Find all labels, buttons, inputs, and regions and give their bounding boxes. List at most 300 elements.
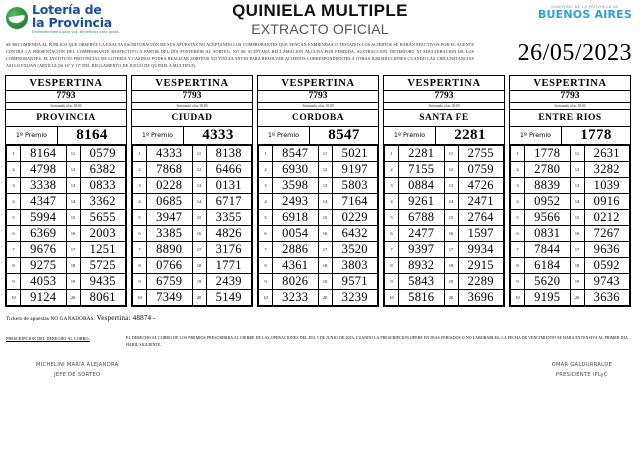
row-index: 5 <box>511 209 525 225</box>
table-row <box>385 225 504 241</box>
signature-role: PRESIDENTE IPLyC <box>555 371 608 378</box>
result-value: 2003 <box>80 225 126 241</box>
board-draw-number: 7793 <box>510 91 630 103</box>
row-index: 4 <box>7 193 21 209</box>
row-index: 7 <box>259 241 273 257</box>
row-index: 13 <box>66 177 80 193</box>
page-title: QUINIELA MULTIPLE <box>232 1 408 20</box>
table-row <box>385 289 504 305</box>
result-value: 1771 <box>206 257 252 273</box>
result-value: 3385 <box>147 225 193 241</box>
result-value: 4347 <box>21 193 67 209</box>
result-value: 3598 <box>273 177 319 193</box>
result-value: 5816 <box>399 289 445 305</box>
row-index: 6 <box>133 225 147 241</box>
table-row <box>511 225 630 241</box>
row-index: 7 <box>385 241 399 257</box>
row-index: 12 <box>570 161 584 177</box>
table-row <box>385 257 504 273</box>
board-first-prize-row <box>258 127 378 145</box>
result-value: 5994 <box>21 209 67 225</box>
row-index: 16 <box>570 225 584 241</box>
logo-text <box>32 4 120 34</box>
result-value: 9566 <box>525 209 571 225</box>
row-index: 2 <box>7 161 21 177</box>
row-index: 11 <box>318 145 332 161</box>
first-prize-value: 4333 <box>202 126 234 143</box>
result-value: 0592 <box>584 257 630 273</box>
result-value: 2477 <box>399 225 445 241</box>
row-index: 18 <box>570 257 584 273</box>
logo-tagline: Entretenimiento para vos. Beneficios para todos. <box>32 30 120 34</box>
row-index: 6 <box>259 225 273 241</box>
row-index: 4 <box>259 193 273 209</box>
result-value: 6184 <box>525 257 571 273</box>
result-value: 6788 <box>399 209 445 225</box>
row-index: 17 <box>192 241 206 257</box>
table-row <box>385 241 504 257</box>
board-first-prize-row <box>132 127 252 145</box>
result-value: 8164 <box>21 145 67 161</box>
row-index: 5 <box>133 209 147 225</box>
result-value: 3176 <box>206 241 252 257</box>
losing-tickets-label: Tickets de apuestas NO GANADORAS: <box>6 315 96 322</box>
lottery-logo <box>6 4 120 34</box>
result-value: 8138 <box>206 145 252 161</box>
result-value: 4726 <box>458 177 504 193</box>
signature-jefe-de-sorteo <box>36 361 118 381</box>
row-index: 19 <box>192 273 206 289</box>
result-value: 8061 <box>80 289 126 305</box>
table-row <box>259 193 378 209</box>
row-index: 15 <box>570 209 584 225</box>
result-value: 2755 <box>458 145 504 161</box>
result-value: 8890 <box>147 241 193 257</box>
row-index: 3 <box>511 177 525 193</box>
board-province-name: SANTA FE <box>384 110 504 127</box>
row-index: 3 <box>385 177 399 193</box>
table-row <box>7 273 126 289</box>
result-value: 0884 <box>399 177 445 193</box>
board-lottery-name: VESPERTINA <box>510 76 630 91</box>
row-index: 9 <box>7 273 21 289</box>
result-value: 7349 <box>147 289 193 305</box>
board-provincia <box>5 75 127 307</box>
row-index: 14 <box>444 193 458 209</box>
row-index: 20 <box>444 289 458 305</box>
result-value: 6369 <box>21 225 67 241</box>
signature-name: OMAR GALDURRALDE <box>551 361 612 368</box>
board-first-prize-row <box>6 127 126 145</box>
row-index: 12 <box>318 161 332 177</box>
result-value: 5620 <box>525 273 571 289</box>
row-index: 8 <box>511 257 525 273</box>
row-index: 18 <box>318 257 332 273</box>
row-index: 1 <box>7 145 21 161</box>
result-value: 0831 <box>525 225 571 241</box>
row-index: 17 <box>66 241 80 257</box>
result-value: 0229 <box>332 209 378 225</box>
row-index: 14 <box>570 193 584 209</box>
table-row <box>133 225 252 241</box>
row-index: 5 <box>385 209 399 225</box>
results-table <box>6 145 126 306</box>
result-value: 5021 <box>332 145 378 161</box>
table-row <box>259 161 378 177</box>
result-value: 9124 <box>21 289 67 305</box>
table-row <box>385 177 504 193</box>
row-index: 4 <box>511 193 525 209</box>
first-prize-value: 8547 <box>328 126 360 143</box>
row-index: 10 <box>7 289 21 305</box>
result-value: 2493 <box>273 193 319 209</box>
government-logo <box>538 5 632 21</box>
result-value: 9676 <box>21 241 67 257</box>
row-index: 10 <box>385 289 399 305</box>
result-value: 2780 <box>525 161 571 177</box>
results-table <box>384 145 504 306</box>
row-index: 17 <box>444 241 458 257</box>
row-index: 12 <box>192 161 206 177</box>
row-index: 8 <box>385 257 399 273</box>
first-prize-label: 1º Premio <box>258 127 310 144</box>
board-lottery-name: VESPERTINA <box>258 76 378 91</box>
prescription-label: PRESCRIPCION DEL DERECHO AL COBRO: <box>6 335 90 341</box>
row-index: 9 <box>511 273 525 289</box>
row-index: 15 <box>318 209 332 225</box>
results-table <box>132 145 252 306</box>
losing-tickets-value: Vespertina: 48874 - <box>96 313 156 322</box>
result-value: 1597 <box>458 225 504 241</box>
result-value: 0916 <box>584 193 630 209</box>
table-row <box>133 177 252 193</box>
results-table <box>258 145 378 306</box>
row-index: 18 <box>66 257 80 273</box>
logo-line-2: la Provincia <box>32 14 113 30</box>
row-index: 16 <box>192 225 206 241</box>
result-value: 5149 <box>206 289 252 305</box>
board-draw-time: Sorteando a las 18:00 <box>6 103 126 110</box>
first-prize-label: 1º Premio <box>510 127 562 144</box>
row-index: 15 <box>66 209 80 225</box>
row-index: 16 <box>318 225 332 241</box>
result-value: 0685 <box>147 193 193 209</box>
result-value: 9195 <box>525 289 571 305</box>
board-lottery-name: VESPERTINA <box>384 76 504 91</box>
legal-notice: SE RECOMIENDA AL PÚBLICO QUE OBSERVE LA EXACTA ESCRITURACIÓN DE SUS APUESTAS NO ACEPTANDO LOS COMPROBANTES QUE TENGAN ENMIENDAS O TESTADOS LOS ACIERTOS SE HARÁN EFECTIVOS POR EL AGENTE CONTRA LA PRESENTACIÓN DEL COMPROBANTE RESPECTIVO A PARTIR DEL DÍA POSTERIOR AL SORTEO, NO SE ACEPTARA RECLAMACION ALGUNA POR PERDIDA, SUSTRACCION, DETERIORO NI ADULTERACION DE LOS COMPROBANTES, EL INSTITUTO PROVINCIAL DE LOTERIA Y CASINOS PODRA REALIZAR SORTEOS NO VINCULANTES PARA RESOLVER ACIERTOS CORRESPONDIENTES A OTRAS JURISDICCIONES CUANDO LAS CIRCUNSTANCIAS ASI LO EXIJAN (ARTICULOS 16º Y 17º DEL REGLAMENTO DE JUEGO DE QUINIELA MULTIPLE). <box>6 42 474 69</box>
result-value: 6759 <box>147 273 193 289</box>
row-index: 2 <box>511 161 525 177</box>
table-row <box>511 257 630 273</box>
row-index: 10 <box>511 289 525 305</box>
prescription-block <box>6 335 634 349</box>
result-value: 3338 <box>21 177 67 193</box>
row-index: 12 <box>444 161 458 177</box>
row-index: 5 <box>7 209 21 225</box>
first-prize-label: 1º Premio <box>6 127 58 144</box>
table-row <box>133 209 252 225</box>
row-index: 1 <box>259 145 273 161</box>
row-index: 16 <box>66 225 80 241</box>
row-index: 19 <box>66 273 80 289</box>
row-index: 11 <box>444 145 458 161</box>
row-index: 3 <box>259 177 273 193</box>
result-value: 0759 <box>458 161 504 177</box>
result-value: 9435 <box>80 273 126 289</box>
board-draw-time: Sorteando a las 18:00 <box>132 103 252 110</box>
result-value: 4826 <box>206 225 252 241</box>
table-row <box>7 161 126 177</box>
table-row <box>133 289 252 305</box>
row-index: 2 <box>385 161 399 177</box>
table-row <box>7 209 126 225</box>
row-index: 14 <box>192 193 206 209</box>
row-index: 9 <box>385 273 399 289</box>
signature-block <box>6 361 634 381</box>
result-value: 2281 <box>399 145 445 161</box>
page-subtitle: EXTRACTO OFICIAL <box>251 20 389 37</box>
row-index: 18 <box>192 257 206 273</box>
board-first-prize-row <box>384 127 504 145</box>
result-value: 2289 <box>458 273 504 289</box>
result-value: 6382 <box>80 161 126 177</box>
table-row <box>133 161 252 177</box>
result-value: 3947 <box>147 209 193 225</box>
row-index: 1 <box>385 145 399 161</box>
row-index: 7 <box>511 241 525 257</box>
result-value: 1039 <box>584 177 630 193</box>
losing-tickets <box>6 307 634 322</box>
result-value: 9743 <box>584 273 630 289</box>
row-index: 9 <box>259 273 273 289</box>
result-value: 2886 <box>273 241 319 257</box>
result-value: 9261 <box>399 193 445 209</box>
row-index: 20 <box>318 289 332 305</box>
row-index: 13 <box>570 177 584 193</box>
result-value: 3696 <box>458 289 504 305</box>
result-value: 0054 <box>273 225 319 241</box>
row-index: 15 <box>192 209 206 225</box>
result-value: 6717 <box>206 193 252 209</box>
board-draw-time: Sorteando a las 18:00 <box>258 103 378 110</box>
result-value: 6466 <box>206 161 252 177</box>
result-value: 6930 <box>273 161 319 177</box>
row-index: 2 <box>133 161 147 177</box>
table-row <box>511 177 630 193</box>
result-value: 0212 <box>584 209 630 225</box>
row-index: 10 <box>133 289 147 305</box>
row-index: 13 <box>192 177 206 193</box>
result-value: 4798 <box>21 161 67 177</box>
table-row <box>511 241 630 257</box>
result-value: 1251 <box>80 241 126 257</box>
result-value: 0766 <box>147 257 193 273</box>
row-index: 16 <box>444 225 458 241</box>
board-lottery-name: VESPERTINA <box>132 76 252 91</box>
result-value: 3239 <box>332 289 378 305</box>
result-value: 8547 <box>273 145 319 161</box>
row-index: 11 <box>192 145 206 161</box>
board-draw-number: 7793 <box>258 91 378 103</box>
board-province-name: CIUDAD <box>132 110 252 127</box>
row-index: 17 <box>570 241 584 257</box>
row-index: 15 <box>444 209 458 225</box>
row-index: 8 <box>133 257 147 273</box>
result-value: 7868 <box>147 161 193 177</box>
row-index: 1 <box>133 145 147 161</box>
row-index: 1 <box>511 145 525 161</box>
result-value: 7164 <box>332 193 378 209</box>
row-index: 19 <box>318 273 332 289</box>
table-row <box>7 145 126 161</box>
result-value: 7267 <box>584 225 630 241</box>
result-value: 5725 <box>80 257 126 273</box>
table-row <box>511 289 630 305</box>
table-row <box>7 193 126 209</box>
row-index: 6 <box>7 225 21 241</box>
board-draw-number: 7793 <box>6 91 126 103</box>
result-value: 6432 <box>332 225 378 241</box>
board-province-name: CORDOBA <box>258 110 378 127</box>
table-row <box>259 177 378 193</box>
result-value: 4333 <box>147 145 193 161</box>
row-index: 10 <box>259 289 273 305</box>
row-index: 2 <box>259 161 273 177</box>
board-ciudad <box>131 75 253 307</box>
result-value: 5843 <box>399 273 445 289</box>
legal-notice-row <box>0 40 640 72</box>
board-entre-rios <box>509 75 631 307</box>
result-value: 4361 <box>273 257 319 273</box>
signature-role: JEFE DE SORTEO <box>54 371 101 378</box>
result-value: 0228 <box>147 177 193 193</box>
result-value: 3636 <box>584 289 630 305</box>
result-value: 3362 <box>80 193 126 209</box>
row-index: 3 <box>133 177 147 193</box>
row-index: 19 <box>570 273 584 289</box>
result-value: 0952 <box>525 193 571 209</box>
lottery-wave-icon <box>6 7 28 29</box>
table-row <box>511 273 630 289</box>
board-province-name: ENTRE RIOS <box>510 110 630 127</box>
result-value: 2439 <box>206 273 252 289</box>
first-prize-value: 8164 <box>76 126 108 143</box>
result-value: 1778 <box>525 145 571 161</box>
table-row <box>385 273 504 289</box>
table-row <box>385 209 504 225</box>
table-row <box>7 177 126 193</box>
board-cordoba <box>257 75 379 307</box>
row-index: 20 <box>570 289 584 305</box>
results-boards <box>0 72 640 307</box>
result-value: 2631 <box>584 145 630 161</box>
row-index: 7 <box>133 241 147 257</box>
result-value: 9571 <box>332 273 378 289</box>
table-row <box>7 241 126 257</box>
table-row <box>133 241 252 257</box>
board-first-prize-row <box>510 127 630 145</box>
result-value: 3355 <box>206 209 252 225</box>
row-index: 14 <box>318 193 332 209</box>
row-index: 13 <box>444 177 458 193</box>
result-value: 5655 <box>80 209 126 225</box>
result-value: 9636 <box>584 241 630 257</box>
result-value: 0131 <box>206 177 252 193</box>
row-index: 20 <box>66 289 80 305</box>
result-value: 5803 <box>332 177 378 193</box>
result-value: 0579 <box>80 145 126 161</box>
table-row <box>259 241 378 257</box>
table-row <box>259 225 378 241</box>
table-row <box>511 209 630 225</box>
row-index: 4 <box>133 193 147 209</box>
row-index: 14 <box>66 193 80 209</box>
table-row <box>259 257 378 273</box>
row-index: 8 <box>7 257 21 273</box>
result-value: 4053 <box>21 273 67 289</box>
result-value: 9197 <box>332 161 378 177</box>
logo-line-1: Lotería de <box>32 2 102 17</box>
result-value: 7155 <box>399 161 445 177</box>
result-value: 3803 <box>332 257 378 273</box>
row-index: 11 <box>66 145 80 161</box>
row-index: 19 <box>444 273 458 289</box>
table-row <box>133 273 252 289</box>
table-row <box>7 225 126 241</box>
result-value: 9397 <box>399 241 445 257</box>
prescription-text: EL DERECHO AL COBRO DE LOS PREMIOS PRESCRIBIRA AL CIERRE DE LAS OPERACIONES DEL DIA 5 DE JUNIO DE 2023, CUANDO LA PRESCRIPCION OPERE EN DIAS FERIADOS O NO LABORABLES, LA FECHA DE VENCIMIENTO SE HARA EXTENSIVA AL PRIMER DIA HABIL SIGUIENTE. <box>126 335 628 347</box>
table-row <box>511 161 630 177</box>
row-index: 9 <box>133 273 147 289</box>
table-row <box>259 273 378 289</box>
table-row <box>385 193 504 209</box>
table-row <box>259 289 378 305</box>
result-value: 7844 <box>525 241 571 257</box>
table-row <box>259 145 378 161</box>
result-value: 6918 <box>273 209 319 225</box>
result-value: 9934 <box>458 241 504 257</box>
row-index: 5 <box>259 209 273 225</box>
table-row <box>7 257 126 273</box>
table-row <box>385 145 504 161</box>
first-prize-label: 1º Premio <box>132 127 184 144</box>
row-index: 7 <box>7 241 21 257</box>
signature-presidente <box>552 361 612 381</box>
table-row <box>511 193 630 209</box>
row-index: 17 <box>318 241 332 257</box>
row-index: 4 <box>385 193 399 209</box>
board-province-name: PROVINCIA <box>6 110 126 127</box>
row-index: 3 <box>7 177 21 193</box>
board-santa-fe <box>383 75 505 307</box>
first-prize-value: 1778 <box>580 126 612 143</box>
row-index: 13 <box>318 177 332 193</box>
result-value: 3233 <box>273 289 319 305</box>
table-row <box>511 145 630 161</box>
row-index: 6 <box>511 225 525 241</box>
board-draw-time: Sorteando a las 18:00 <box>384 103 504 110</box>
result-value: 2915 <box>458 257 504 273</box>
board-lottery-name: VESPERTINA <box>6 76 126 91</box>
row-index: 20 <box>192 289 206 305</box>
table-row <box>259 209 378 225</box>
table-row <box>133 193 252 209</box>
first-prize-label: 1º Premio <box>384 127 436 144</box>
table-row <box>133 145 252 161</box>
result-value: 8026 <box>273 273 319 289</box>
row-index: 11 <box>570 145 584 161</box>
row-index: 6 <box>385 225 399 241</box>
